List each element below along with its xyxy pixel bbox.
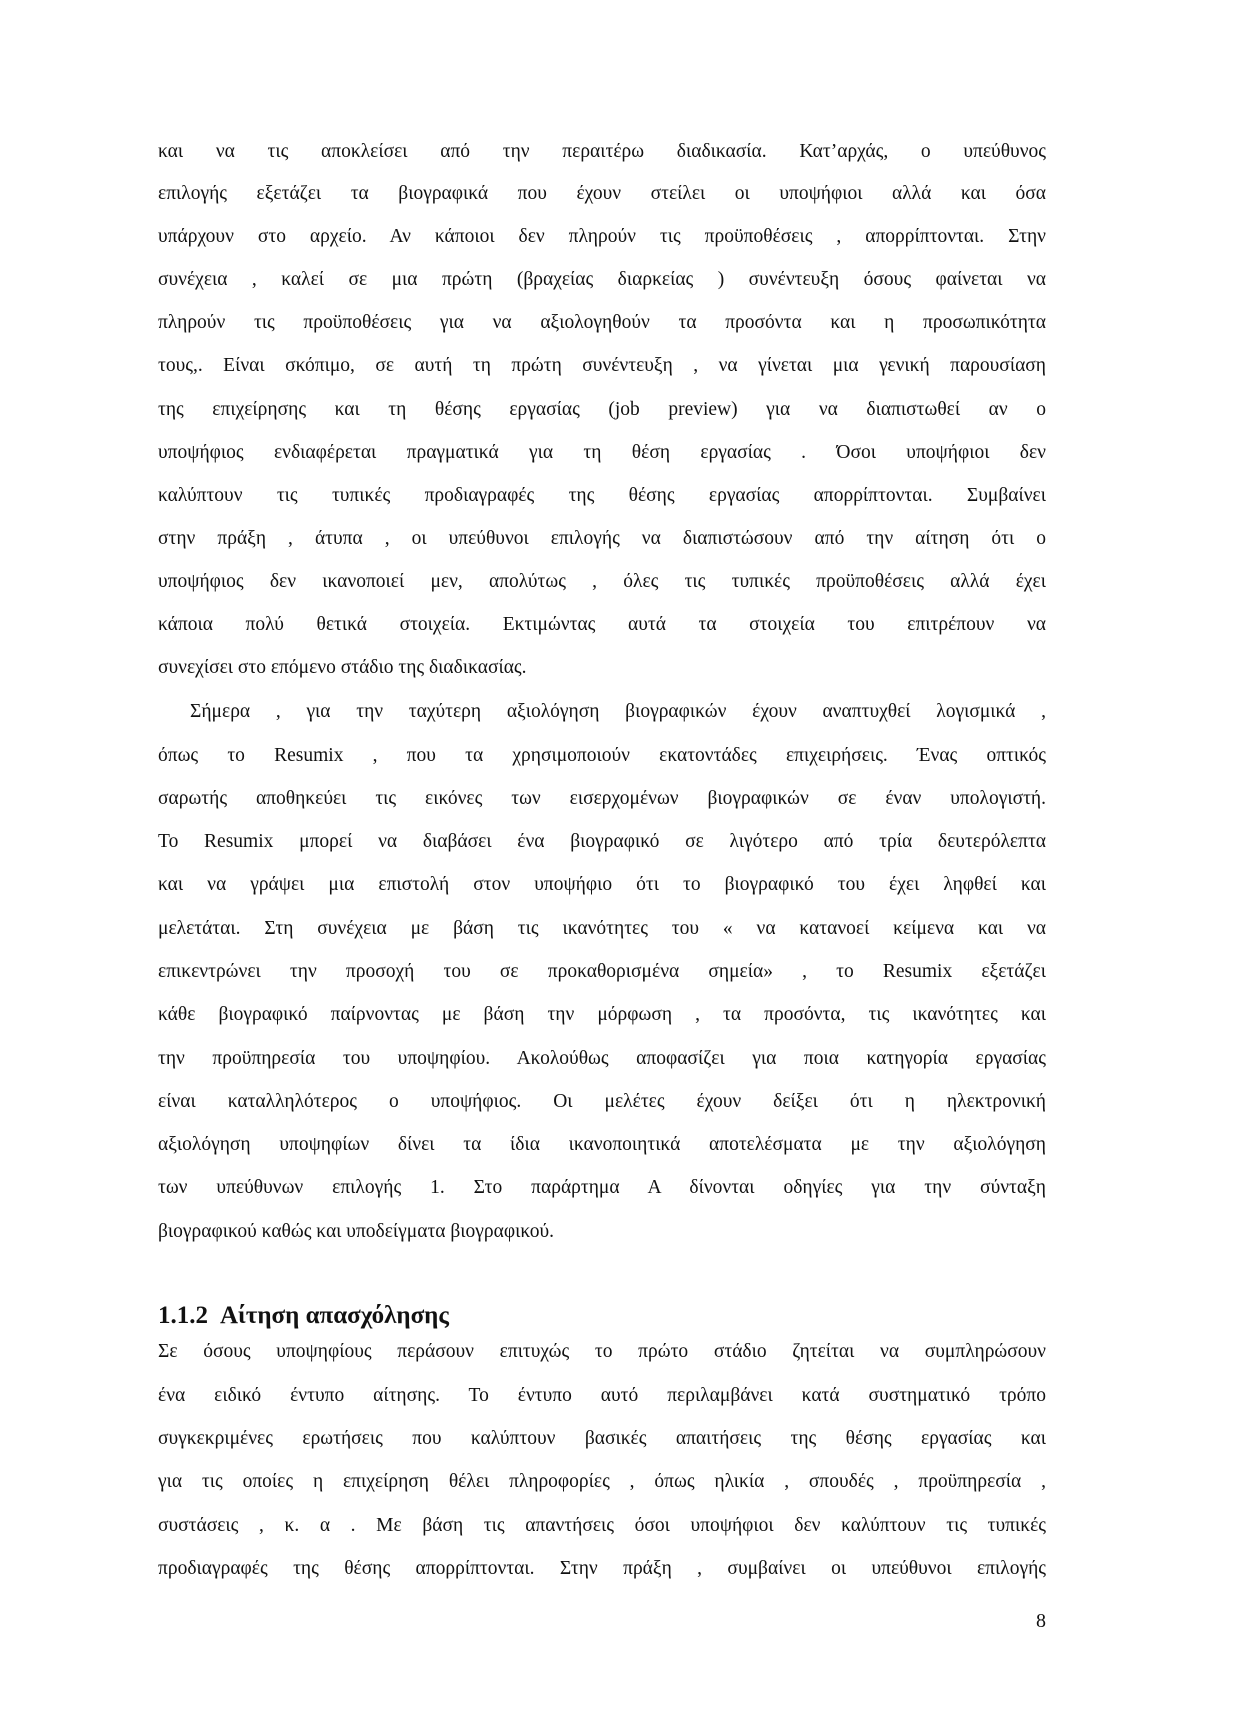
text-line: Το Resumix μπορεί να διαβάσει ένα βιογραφικό σε λιγότερο από τρία δευτερόλεπτα [158, 831, 1046, 852]
text-line: επιλογής εξετάζει τα βιογραφικά που έχουν στείλει οι υποψήφιοι αλλά και όσα [158, 183, 1046, 204]
section-title: Αίτηση απασχόλησης [220, 1302, 449, 1329]
text-line: αξιολόγηση υποψηφίων δίνει τα ίδια ικανοποιητικά αποτελέσματα με την αξιολόγηση [158, 1134, 1046, 1155]
text-line: και να γράψει μια επιστολή στον υποψήφιο ότι το βιογραφικό του έχει ληφθεί και [158, 874, 1046, 895]
text-line: υποψήφιος ενδιαφέρεται πραγματικά για τη θέση εργασίας . Όσοι υποψήφιοι δεν [158, 442, 1046, 463]
text-line: υπάρχουν στο αρχείο. Αν κάποιοι δεν πληρούν τις προϋποθέσεις , απορρίπτονται. Στην [158, 226, 1046, 247]
text-line: προδιαγραφές της θέσης απορρίπτονται. Στην πράξη , συμβαίνει οι υπεύθυνοι επιλογής [158, 1558, 1046, 1579]
text-line: συνεχίσει στο επόμενο στάδιο της διαδικασίας. [158, 657, 527, 678]
text-line: Σήμερα , για την ταχύτερη αξιολόγηση βιογραφικών έχουν αναπτυχθεί λογισμικά , [190, 701, 1046, 722]
section-heading [158, 1301, 449, 1331]
text-line: όπως το Resumix , που τα χρησιμοποιούν εκατοντάδες επιχειρήσεις. Ένας οπτικός [158, 745, 1046, 766]
section-number: 1.1.2 [158, 1302, 208, 1329]
text-line: επικεντρώνει την προσοχή του σε προκαθορισμένα σημεία» , το Resumix εξετάζει [158, 961, 1046, 982]
text-line: συστάσεις , κ. α . Με βάση τις απαντήσεις όσοι υποψήφιοι δεν καλύπτουν τις τυπικές [158, 1515, 1046, 1536]
page-number: 8 [1036, 1610, 1046, 1632]
text-line: για τις οποίες η επιχείρηση θέλει πληροφορίες , όπως ηλικία , σπουδές , προϋπηρεσία , [158, 1471, 1046, 1492]
text-line: ένα ειδικό έντυπο αίτησης. Το έντυπο αυτό περιλαμβάνει κατά συστηματικό τρόπο [158, 1385, 1046, 1406]
text-line: στην πράξη , άτυπα , οι υπεύθυνοι επιλογής να διαπιστώσουν από την αίτηση ότι ο [158, 528, 1046, 549]
text-line: των υπεύθυνων επιλογής 1. Στο παράρτημα Α δίνονται οδηγίες για την σύνταξη [158, 1177, 1046, 1198]
text-line: βιογραφικού καθώς και υποδείγματα βιογραφικού. [158, 1221, 555, 1242]
text-line: τους,. Είναι σκόπιμο, σε αυτή τη πρώτη συνέντευξη , να γίνεται μια γενική παρουσίαση [158, 355, 1046, 376]
text-line: και να τις αποκλείσει από την περαιτέρω διαδικασία. Κατ’αρχάς, ο υπεύθυνος [158, 141, 1046, 162]
text-line: κάθε βιογραφικό παίρνοντας με βάση την μόρφωση , τα προσόντα, τις ικανότητες και [158, 1004, 1046, 1025]
text-line: την προϋπηρεσία του υποψηφίου. Ακολούθως αποφασίζει για ποια κατηγορία εργασίας [158, 1048, 1046, 1069]
text-line: συνέχεια , καλεί σε μια πρώτη (βραχείας διαρκείας ) συνέντευξη όσους φαίνεται να [158, 269, 1046, 290]
text-line: κάποια πολύ θετικά στοιχεία. Εκτιμώντας αυτά τα στοιχεία του επιτρέπουν να [158, 614, 1046, 635]
text-line: υποψήφιος δεν ικανοποιεί μεν, απολύτως , όλες τις τυπικές προϋποθέσεις αλλά έχει [158, 571, 1046, 592]
text-line: πληρούν τις προϋποθέσεις για να αξιολογηθούν τα προσόντα και η προσωπικότητα [158, 312, 1046, 333]
text-line: Σε όσους υποψηφίους περάσουν επιτυχώς το πρώτο στάδιο ζητείται να συμπληρώσουν [158, 1341, 1046, 1362]
text-line: συγκεκριμένες ερωτήσεις που καλύπτουν βασικές απαιτήσεις της θέσης εργασίας και [158, 1428, 1046, 1449]
text-line: μελετάται. Στη συνέχεια με βάση τις ικανότητες του « να κατανοεί κείμενα και να [158, 918, 1046, 939]
text-line: σαρωτής αποθηκεύει τις εικόνες των εισερχομένων βιογραφικών σε έναν υπολογιστή. [158, 788, 1046, 809]
text-line: είναι καταλληλότερος ο υποψήφιος. Οι μελέτες έχουν δείξει ότι η ηλεκτρονική [158, 1091, 1046, 1112]
text-line: της επιχείρησης και τη θέσης εργασίας (job preview) για να διαπιστωθεί αν ο [158, 399, 1046, 420]
text-line: καλύπτουν τις τυπικές προδιαγραφές της θέσης εργασίας απορρίπτονται. Συμβαίνει [158, 485, 1046, 506]
